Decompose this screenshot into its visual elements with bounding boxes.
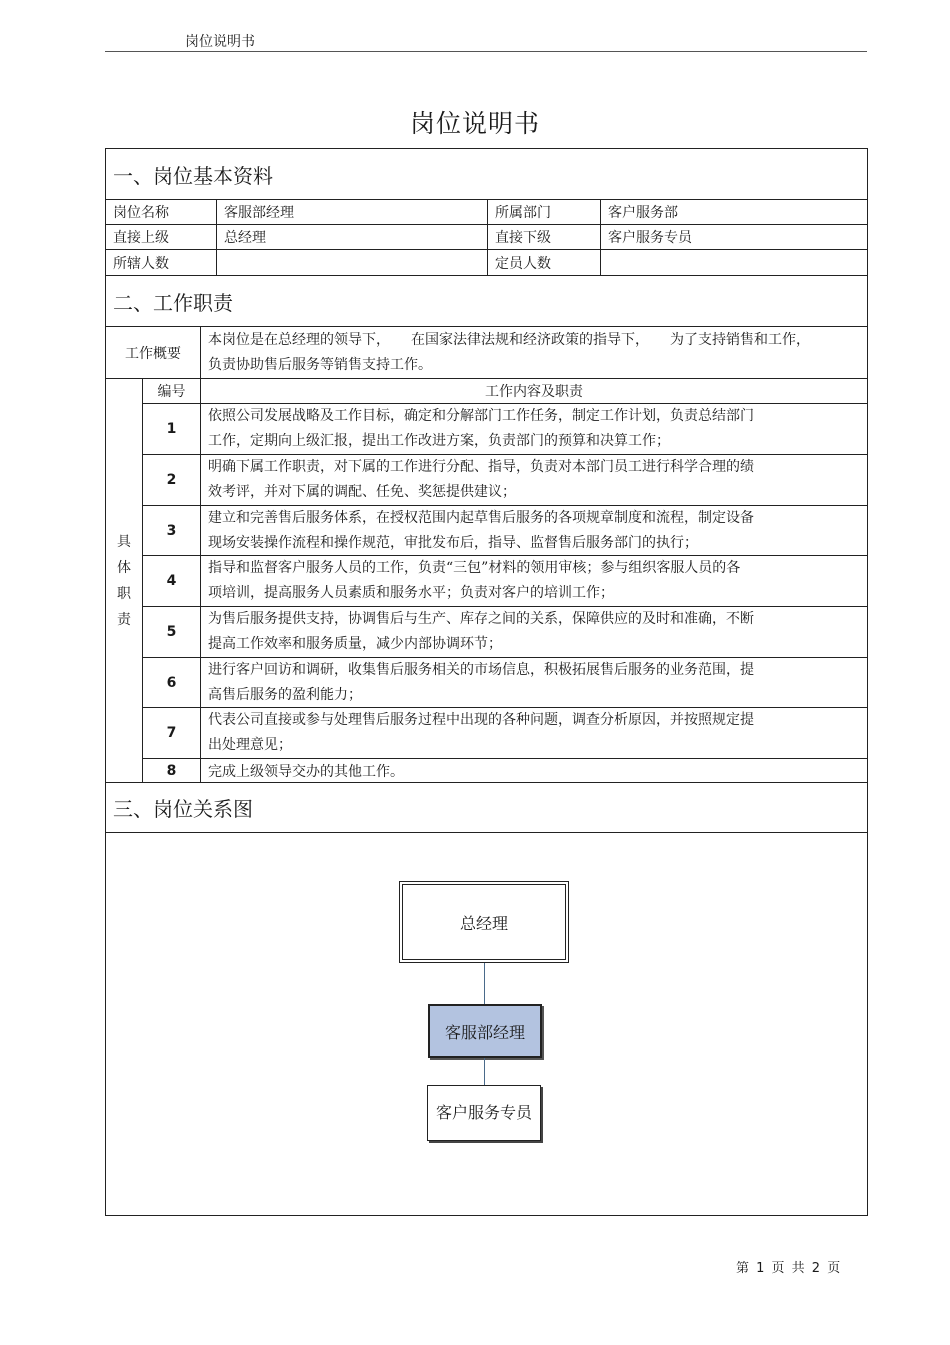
running-header: 岗位说明书	[185, 34, 255, 50]
info-row-3	[106, 250, 867, 276]
duty-line: 依照公司发展战略及工作目标，确定和分解部门工作任务，制定工作计划，负责总结部门	[208, 408, 754, 424]
page-number: 第 1 页 共 2 页	[736, 1261, 841, 1276]
duty-row	[143, 404, 867, 455]
duty-line: 现场安装操作流程和操作规范，审批发布后，指导、监督售后服务部门的执行；	[208, 534, 698, 551]
duty-text	[201, 708, 761, 758]
duty-line: 高售后服务的盈利能力；	[208, 686, 362, 703]
duty-number: 3	[143, 506, 201, 555]
duty-text	[201, 404, 761, 454]
value-department: 客户服务部	[608, 205, 678, 221]
value-headcount-managed	[217, 250, 488, 275]
side-char: 责	[117, 611, 131, 628]
info-row-1	[106, 200, 867, 225]
duty-number: 7	[143, 708, 201, 758]
duty-number: 2	[143, 455, 201, 505]
duty-number: 8	[143, 759, 201, 782]
side-char: 具	[117, 533, 131, 550]
duties-header-row	[143, 379, 867, 404]
label-position-name: 岗位名称	[106, 200, 217, 224]
overview-line-2: 负责协助售后服务等销售支持工作。	[208, 356, 432, 373]
label-staffing-quota: 定员人数	[488, 250, 601, 275]
duty-line: 工作，定期向上级汇报，提出工作改进方案，负责部门的预算和决算工作；	[208, 433, 670, 449]
duty-row	[143, 455, 867, 506]
value-staffing-quota	[601, 250, 867, 275]
duty-text	[201, 607, 761, 657]
duty-number: 5	[143, 607, 201, 657]
duty-line: 代表公司直接或参与处理售后服务过程中出现的各种问题，调查分析原因，并按照规定提	[208, 712, 754, 728]
label-direct-subordinate: 直接下级	[488, 225, 601, 249]
duty-content	[201, 607, 867, 657]
work-overview-content	[201, 327, 867, 378]
duty-line: 进行客户回访和调研，收集售后服务相关的市场信息，积极拓展售后服务的业务范围，提	[208, 661, 754, 678]
duty-text	[201, 455, 761, 505]
section-duties-title: 二、工作职责	[106, 276, 867, 327]
duty-line: 提高工作效率和服务质量，减少内部协调环节；	[208, 636, 502, 652]
org-connector	[484, 1058, 485, 1085]
job-description-form	[105, 148, 868, 1216]
side-char: 体	[117, 559, 131, 576]
work-overview-row	[106, 327, 867, 379]
org-node-cs-specialist: 客户服务专员	[427, 1085, 541, 1141]
org-node-general-manager: 总经理	[399, 881, 569, 963]
label-department: 所属部门	[488, 200, 601, 224]
duty-text	[201, 658, 761, 708]
duty-text	[201, 556, 747, 606]
duty-line: 指导和监督客户服务人员的工作，负责“三包”材料的领用审核；参与组织客服人员的各	[208, 560, 741, 576]
duty-line: 效考评，并对下属的调配、任免、奖惩提供建议；	[208, 484, 516, 500]
section-basic-info-title: 一、岗位基本资料	[106, 149, 867, 200]
duty-line: 明确下属工作职责，对下属的工作进行分配、指导，负责对本部门员工进行科学合理的绩	[208, 459, 754, 475]
duty-row	[143, 658, 867, 708]
document-title: 岗位说明书	[409, 109, 540, 138]
duty-number: 6	[143, 658, 201, 707]
duty-row	[143, 607, 867, 658]
label-work-overview: 工作概要	[106, 327, 201, 378]
duty-content: 完成上级领导交办的其他工作。	[208, 763, 404, 780]
duty-row	[143, 506, 867, 556]
duty-row	[143, 556, 867, 607]
value-position-name: 客服部经理	[217, 200, 488, 224]
work-overview-text	[201, 328, 817, 378]
duty-line: 出处理意见；	[208, 737, 292, 753]
label-direct-superior: 直接上级	[106, 225, 217, 249]
header-rule	[105, 51, 867, 52]
duty-row	[143, 708, 867, 759]
info-row-2	[106, 225, 867, 250]
org-node-cs-manager: 客服部经理	[428, 1004, 542, 1058]
duty-number: 4	[143, 556, 201, 606]
value-direct-superior: 总经理	[217, 225, 488, 249]
side-char: 职	[117, 585, 131, 602]
org-connector	[484, 963, 485, 1004]
duty-text	[201, 506, 761, 556]
duty-line: 为售后服务提供支持，协调售后与生产、库存之间的关系，保障供应的及时和准确，不断	[208, 611, 754, 627]
label-headcount-managed: 所辖人数	[106, 250, 217, 275]
duty-line: 建立和完善售后服务体系，在授权范围内起草售后服务的各项规章制度和流程，制定设备	[208, 509, 754, 526]
value-direct-subordinate: 客户服务专员	[608, 230, 692, 246]
duty-number: 1	[143, 404, 201, 454]
duty-row	[143, 759, 867, 783]
section-relationship-title: 三、岗位关系图	[106, 783, 867, 833]
duty-content	[201, 506, 867, 555]
side-label-chars	[116, 529, 132, 633]
org-chart	[106, 833, 867, 1215]
duty-content	[201, 455, 867, 505]
col-header-number: 编号	[143, 379, 201, 403]
duty-line: 项培训，提高服务人员素质和服务水平；负责对客户的培训工作；	[208, 585, 614, 601]
col-header-content: 工作内容及职责	[485, 384, 583, 400]
duty-content	[201, 658, 867, 707]
overview-line-1: 本岗位是在总经理的领导下， 在国家法律法规和经济政策的指导下， 为了支持销售和工作，	[208, 331, 810, 348]
duty-content	[201, 404, 867, 454]
duty-content	[201, 556, 867, 606]
specific-duties-side-label	[106, 379, 143, 783]
duty-content	[201, 708, 867, 758]
